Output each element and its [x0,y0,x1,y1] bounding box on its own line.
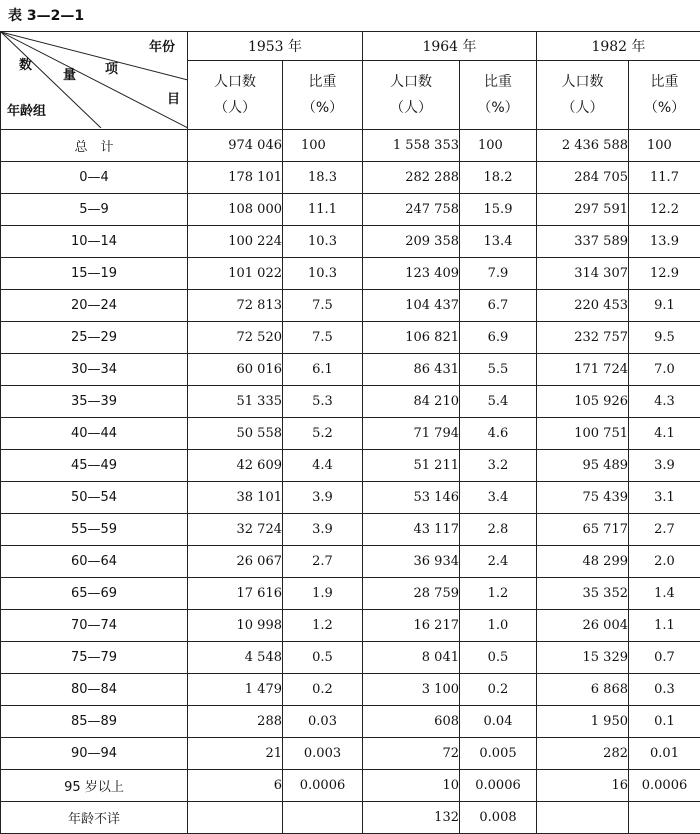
population-1953-cell: 50 558 [188,418,283,450]
table-row [1,610,700,642]
year-header-1964: 1964 年 [363,32,537,61]
population-1964-cell: 28 759 [363,578,460,610]
corner-item-label-3: 项 [105,58,118,77]
age-cell: 年龄不详 [1,802,188,834]
population-1953-cell [188,802,283,834]
population-1964-cell: 123 409 [363,258,460,290]
percent-1982-cell: 13.9 [629,226,700,258]
percent-1982-cell: 4.3 [629,386,700,418]
population-1964-cell: 53 146 [363,482,460,514]
age-cell: 75—79 [1,642,188,674]
population-1964-cell: 1 558 353 [363,130,460,162]
population-1964-cell: 51 211 [363,450,460,482]
population-1953-cell: 21 [188,738,283,770]
age-cell: 25—29 [1,322,188,354]
percent-1953-cell: 7.5 [283,322,363,354]
age-cell: 15—19 [1,258,188,290]
population-1964-cell: 72 [363,738,460,770]
percent-1964-cell: 6.9 [460,322,537,354]
percent-1964-cell: 7.9 [460,258,537,290]
table-row [1,386,700,418]
percent-1982-cell: 11.7 [629,162,700,194]
population-1964-cell: 209 358 [363,226,460,258]
population-1964-cell: 104 437 [363,290,460,322]
population-1953-cell: 108 000 [188,194,283,226]
corner-item-label-1: 数 [19,54,32,73]
table-body [1,130,700,834]
table-row [1,450,700,482]
percent-1964-cell: 0.0006 [460,770,537,802]
population-1982-cell: 26 004 [537,610,629,642]
corner-year-label: 年份 [149,36,175,55]
age-cell: 40—44 [1,418,188,450]
population-1953-cell: 72 813 [188,290,283,322]
percent-1953-cell: 3.9 [283,514,363,546]
population-1953-cell: 10 998 [188,610,283,642]
table-row [1,162,700,194]
percent-1953-cell: 6.1 [283,354,363,386]
table-caption: 表 3—2—1 [8,5,84,25]
percent-1953-cell: 11.1 [283,194,363,226]
percent-1953-cell: 10.3 [283,226,363,258]
population-table [0,31,700,834]
percent-1982-cell [629,802,700,834]
percent-1982-cell: 12.2 [629,194,700,226]
population-1953-cell: 101 022 [188,258,283,290]
col-pct-1964: 比重 （%） [460,61,537,130]
population-1982-cell [537,802,629,834]
population-1953-cell: 38 101 [188,482,283,514]
percent-1964-cell: 100 [460,130,537,162]
table-row [1,642,700,674]
age-cell: 35—39 [1,386,188,418]
percent-1953-cell: 7.5 [283,290,363,322]
population-1964-cell: 3 100 [363,674,460,706]
percent-1982-cell: 0.0006 [629,770,700,802]
population-1953-cell: 6 [188,770,283,802]
percent-1953-cell: 1.2 [283,610,363,642]
population-1982-cell: 100 751 [537,418,629,450]
table-row [1,258,700,290]
population-1982-cell: 105 926 [537,386,629,418]
population-1982-cell: 65 717 [537,514,629,546]
percent-1964-cell: 2.8 [460,514,537,546]
percent-1964-cell: 0.005 [460,738,537,770]
population-1982-cell: 314 307 [537,258,629,290]
population-1964-cell: 106 821 [363,322,460,354]
population-1953-cell: 1 479 [188,674,283,706]
percent-1964-cell: 1.0 [460,610,537,642]
percent-1982-cell: 7.0 [629,354,700,386]
percent-1964-cell: 5.5 [460,354,537,386]
population-1964-cell: 608 [363,706,460,738]
percent-1953-cell: 1.9 [283,578,363,610]
population-1982-cell: 6 868 [537,674,629,706]
age-cell: 85—89 [1,706,188,738]
percent-1982-cell: 1.4 [629,578,700,610]
percent-1953-cell [283,802,363,834]
population-1964-cell: 71 794 [363,418,460,450]
header-corner-cell [1,32,188,130]
table-row [1,674,700,706]
table-row [1,738,700,770]
age-cell: 65—69 [1,578,188,610]
col-pop-1953: 人口数 （人） [188,61,283,130]
percent-1982-cell: 9.1 [629,290,700,322]
age-cell: 20—24 [1,290,188,322]
population-1953-cell: 178 101 [188,162,283,194]
percent-1953-cell: 0.003 [283,738,363,770]
percent-1953-cell: 10.3 [283,258,363,290]
percent-1982-cell: 0.1 [629,706,700,738]
percent-1982-cell: 0.01 [629,738,700,770]
age-cell: 10—14 [1,226,188,258]
percent-1953-cell: 2.7 [283,546,363,578]
population-1953-cell: 60 016 [188,354,283,386]
percent-1982-cell: 1.1 [629,610,700,642]
corner-item-label-2: 量 [63,64,76,83]
age-cell: 50—54 [1,482,188,514]
table-row [1,322,700,354]
year-header-1953: 1953 年 [188,32,363,61]
age-cell: 60—64 [1,546,188,578]
age-cell: 45—49 [1,450,188,482]
percent-1982-cell: 12.9 [629,258,700,290]
col-pct-1982: 比重 （%） [629,61,700,130]
age-cell: 80—84 [1,674,188,706]
population-1982-cell: 171 724 [537,354,629,386]
year-header-1982: 1982 年 [537,32,700,61]
percent-1982-cell: 2.0 [629,546,700,578]
age-cell: 0—4 [1,162,188,194]
table-row [1,514,700,546]
population-1953-cell: 26 067 [188,546,283,578]
percent-1953-cell: 0.5 [283,642,363,674]
population-1953-cell: 100 224 [188,226,283,258]
percent-1953-cell: 4.4 [283,450,363,482]
age-cell: 95 岁以上 [1,770,188,802]
percent-1964-cell: 3.2 [460,450,537,482]
percent-1964-cell: 4.6 [460,418,537,450]
population-1964-cell: 8 041 [363,642,460,674]
col-pop-1982: 人口数 （人） [537,61,629,130]
population-1953-cell: 32 724 [188,514,283,546]
population-1982-cell: 284 705 [537,162,629,194]
population-1964-cell: 84 210 [363,386,460,418]
age-cell: 30—34 [1,354,188,386]
population-1982-cell: 220 453 [537,290,629,322]
percent-1964-cell: 5.4 [460,386,537,418]
col-pop-1964: 人口数 （人） [363,61,460,130]
percent-1982-cell: 2.7 [629,514,700,546]
percent-1982-cell: 3.1 [629,482,700,514]
percent-1953-cell: 3.9 [283,482,363,514]
percent-1964-cell: 13.4 [460,226,537,258]
percent-1982-cell: 100 [629,130,700,162]
population-1982-cell: 337 589 [537,226,629,258]
table-row [1,354,700,386]
table-row [1,418,700,450]
population-1982-cell: 297 591 [537,194,629,226]
population-1953-cell: 974 046 [188,130,283,162]
col-pct-1953: 比重 （%） [283,61,363,130]
population-1982-cell: 48 299 [537,546,629,578]
percent-1964-cell: 0.008 [460,802,537,834]
table-row [1,578,700,610]
percent-1982-cell: 9.5 [629,322,700,354]
percent-1964-cell: 18.2 [460,162,537,194]
population-1982-cell: 15 329 [537,642,629,674]
population-1964-cell: 43 117 [363,514,460,546]
population-1982-cell: 282 [537,738,629,770]
population-1953-cell: 17 616 [188,578,283,610]
population-1982-cell: 2 436 588 [537,130,629,162]
corner-item-label-4: 目 [167,88,180,107]
age-cell: 5—9 [1,194,188,226]
percent-1982-cell: 3.9 [629,450,700,482]
percent-1964-cell: 6.7 [460,290,537,322]
population-1982-cell: 75 439 [537,482,629,514]
table-row-total [1,130,700,162]
age-cell: 总 计 [1,130,188,162]
age-cell: 70—74 [1,610,188,642]
corner-age-group-label: 年龄组 [7,100,46,119]
percent-1964-cell: 1.2 [460,578,537,610]
population-1982-cell: 35 352 [537,578,629,610]
population-1964-cell: 247 758 [363,194,460,226]
percent-1964-cell: 15.9 [460,194,537,226]
percent-1953-cell: 5.2 [283,418,363,450]
population-1953-cell: 72 520 [188,322,283,354]
population-1964-cell: 132 [363,802,460,834]
table-row [1,194,700,226]
population-1964-cell: 36 934 [363,546,460,578]
percent-1964-cell: 3.4 [460,482,537,514]
percent-1953-cell: 0.0006 [283,770,363,802]
population-1964-cell: 86 431 [363,354,460,386]
table-row [1,770,700,802]
age-cell: 90—94 [1,738,188,770]
percent-1982-cell: 0.7 [629,642,700,674]
percent-1964-cell: 0.04 [460,706,537,738]
table-row [1,802,700,834]
percent-1953-cell: 5.3 [283,386,363,418]
percent-1953-cell: 100 [283,130,363,162]
table-row [1,482,700,514]
percent-1964-cell: 2.4 [460,546,537,578]
percent-1982-cell: 0.3 [629,674,700,706]
population-1982-cell: 1 950 [537,706,629,738]
population-1964-cell: 16 217 [363,610,460,642]
table-row [1,546,700,578]
table-row [1,226,700,258]
population-1982-cell: 95 489 [537,450,629,482]
population-1982-cell: 16 [537,770,629,802]
percent-1953-cell: 0.2 [283,674,363,706]
percent-1964-cell: 0.5 [460,642,537,674]
percent-1982-cell: 4.1 [629,418,700,450]
percent-1953-cell: 0.03 [283,706,363,738]
table-row [1,290,700,322]
population-1953-cell: 42 609 [188,450,283,482]
population-1982-cell: 232 757 [537,322,629,354]
table-row [1,706,700,738]
population-1953-cell: 4 548 [188,642,283,674]
population-1953-cell: 288 [188,706,283,738]
population-1953-cell: 51 335 [188,386,283,418]
percent-1964-cell: 0.2 [460,674,537,706]
age-cell: 55—59 [1,514,188,546]
population-1964-cell: 282 288 [363,162,460,194]
population-1964-cell: 10 [363,770,460,802]
percent-1953-cell: 18.3 [283,162,363,194]
